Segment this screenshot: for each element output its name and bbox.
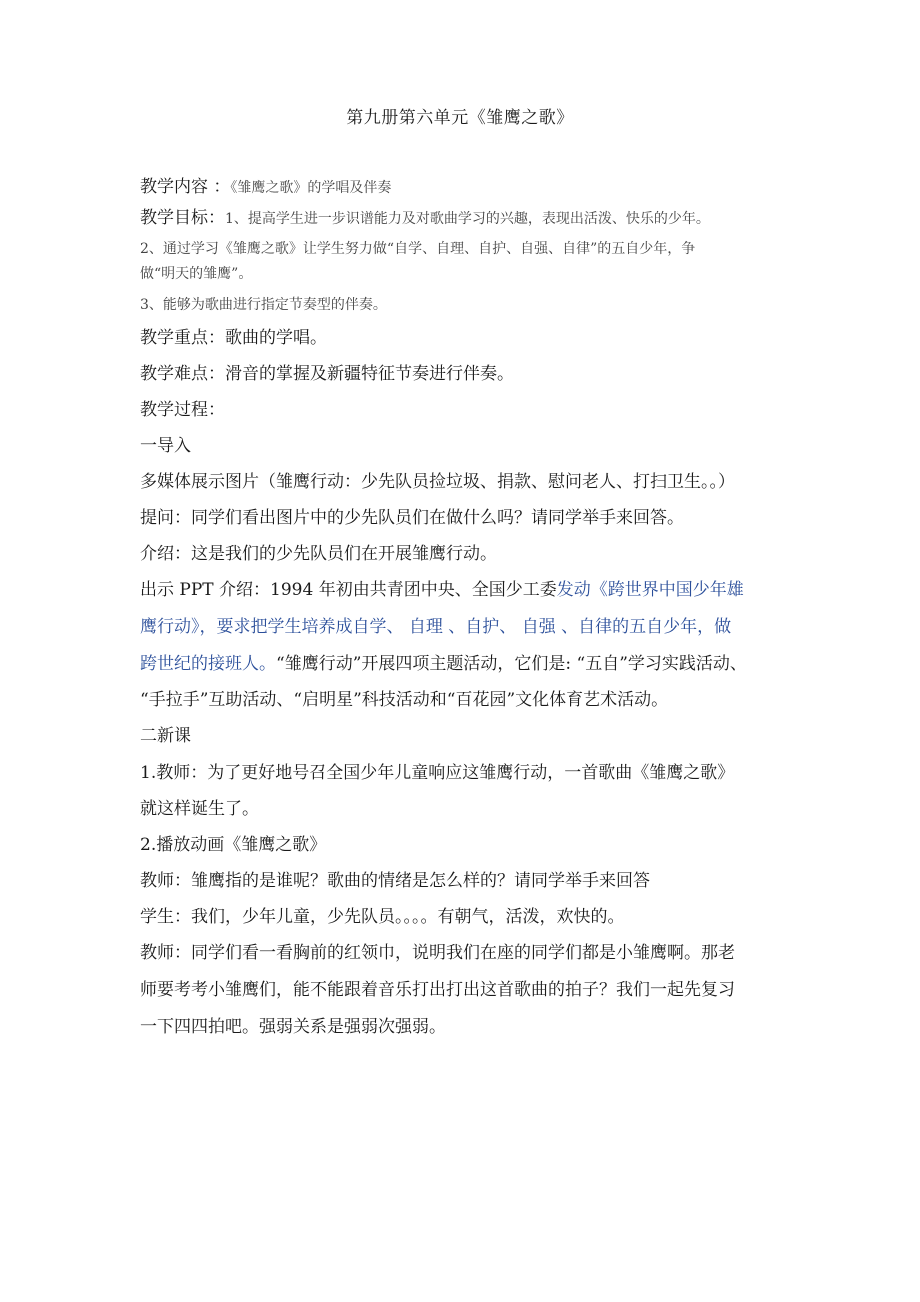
paragraph-teacher-1a: 1.教师：为了更好地号召全国少年儿童响应这雏鹰行动，一首歌曲《雏鹰之歌》 [140, 763, 735, 783]
ppt-text-e: “雏鹰行动”开展四项主题活动，它们是: “五自”学习实践活动、 [276, 654, 747, 674]
paragraph-ppt-line-3 [140, 653, 785, 675]
paragraph-teacher-2b: 师要考考小雏鹰们，能不能跟着音乐打出打出这首歌曲的拍子？我们一起先复习 [140, 980, 735, 1000]
goals-line-1 [140, 207, 785, 230]
paragraph-ppt-line-1 [140, 579, 785, 601]
content-label: 教学内容 ： [140, 177, 231, 197]
paragraph-teacher-2c: 一下四四拍吧。强弱关系是强弱次强弱。 [140, 1017, 446, 1037]
ppt-text-b: 发动《跨世界中国少年雄 [556, 580, 744, 600]
paragraph-teacher-question: 教师：雏鹰指的是谁呢？歌曲的情绪是怎么样的？请同学举手来回答 [140, 871, 650, 891]
goal-2a: 2、通过学习《雏鹰之歌》让学生努力做“自学、自理、自护、自强、自律”的五自少年，争 [140, 241, 696, 257]
paragraph-teacher-1b: 就这样诞生了。 [140, 799, 259, 819]
paragraph-animation: 2.播放动画《雏鹰之歌》 [140, 835, 327, 855]
section-new-lesson-heading: 二新课 [140, 726, 191, 746]
goal-3: 3、能够为歌曲进行指定节奏型的伴奏。 [140, 297, 387, 313]
goal-1: 1、提高学生进一步识谱能力及对歌曲学习的兴趣，表现出活泼、快乐的少年。 [225, 211, 710, 227]
paragraph-student-answer: 学生：我们，少年儿童，少先队员。。。。有朝气，活泼，欢快的。 [140, 907, 625, 927]
paragraph-question: 提问：同学们看出图片中的少先队员们在做什么吗？请同学举手来回答。 [140, 508, 684, 528]
paragraph-ppt-line-2: 鹰行动》，要求把学生培养成自学、 自理 、自护、 自强 、自律的五自少年，做 [140, 617, 732, 637]
paragraph-multimedia: 多媒体展示图片（雏鹰行动：少先队员捡垃圾、捐款、慰问老人、打扫卫生。。） [140, 472, 735, 492]
goals-label: 教学目标： [140, 208, 225, 228]
content-text: 《雏鹰之歌》的学唱及伴奏 [230, 180, 392, 196]
document-title: 第九册第六单元《雏鹰之歌》 [346, 108, 574, 128]
difficulty: 教学难点：滑音的掌握及新疆特征节奏进行伴奏。 [140, 364, 514, 384]
ppt-text-a: 出示 PPT 介绍：1994 年初由共青团中央、全国少工委 [140, 580, 557, 600]
ppt-text-d: 跨世纪的接班人。 [140, 654, 276, 674]
process-heading: 教学过程： [140, 400, 225, 420]
section-intro-heading: 一导入 [140, 436, 191, 456]
paragraph-introduce: 介绍：这是我们的少先队员们在开展雏鹰行动。 [140, 544, 497, 564]
goal-2b: 做“明天的雏鹰”。 [140, 266, 253, 282]
key-point: 教学重点：歌曲的学唱。 [140, 328, 327, 348]
paragraph-ppt-line-4: “手拉手”互助活动、“启明星”科技活动和“百花园”文化体育艺术活动。 [140, 690, 669, 710]
content-line [140, 176, 785, 199]
paragraph-teacher-2a: 教师：同学们看一看胸前的红领巾，说明我们在座的同学们都是小雏鹰啊。那老 [140, 943, 735, 963]
